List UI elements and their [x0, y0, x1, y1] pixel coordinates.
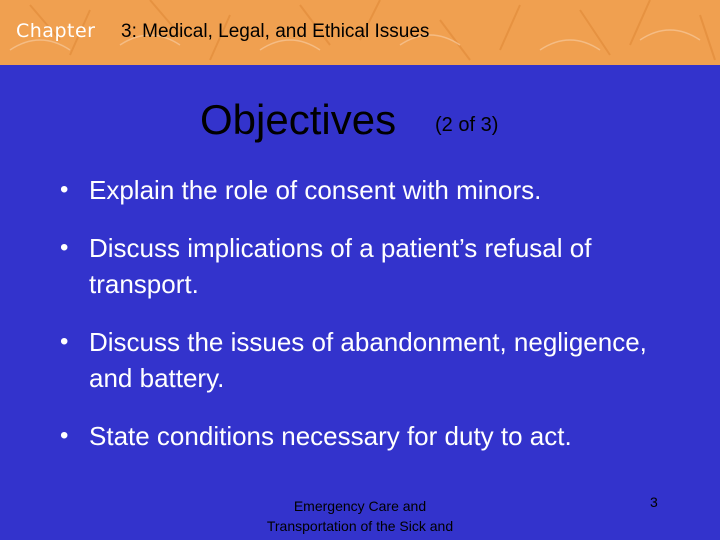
objective-item [60, 172, 690, 208]
objective-item [60, 418, 690, 454]
chapter-label: Chapter [16, 20, 96, 42]
slide-title: Objectives [200, 96, 397, 143]
objective-item [60, 230, 690, 302]
bullet-icon: • [60, 328, 69, 355]
objectives-list [60, 172, 690, 454]
objective-text: Discuss implications of a patient’s refusal of transport. [89, 233, 592, 299]
footer-line-2: Transportation of the Sick and [266, 518, 454, 534]
objective-item [60, 324, 690, 396]
page-number: 3 [650, 494, 658, 510]
footer-line-1: Emergency Care and [293, 498, 427, 514]
chapter-title: 3: Medical, Legal, and Ethical Issues [121, 21, 430, 42]
objective-text: State conditions necessary for duty to act. [89, 421, 572, 451]
bullet-icon: • [60, 422, 69, 449]
slide-subtitle: (2 of 3) [435, 114, 499, 136]
chapter-header-banner [0, 0, 720, 65]
footer-source [250, 496, 470, 536]
bullet-icon: • [60, 176, 69, 203]
objective-text: Discuss the issues of abandonment, negligence, and battery. [89, 327, 647, 393]
objective-text: Explain the role of consent with minors. [89, 175, 542, 205]
bullet-icon: • [60, 234, 69, 261]
